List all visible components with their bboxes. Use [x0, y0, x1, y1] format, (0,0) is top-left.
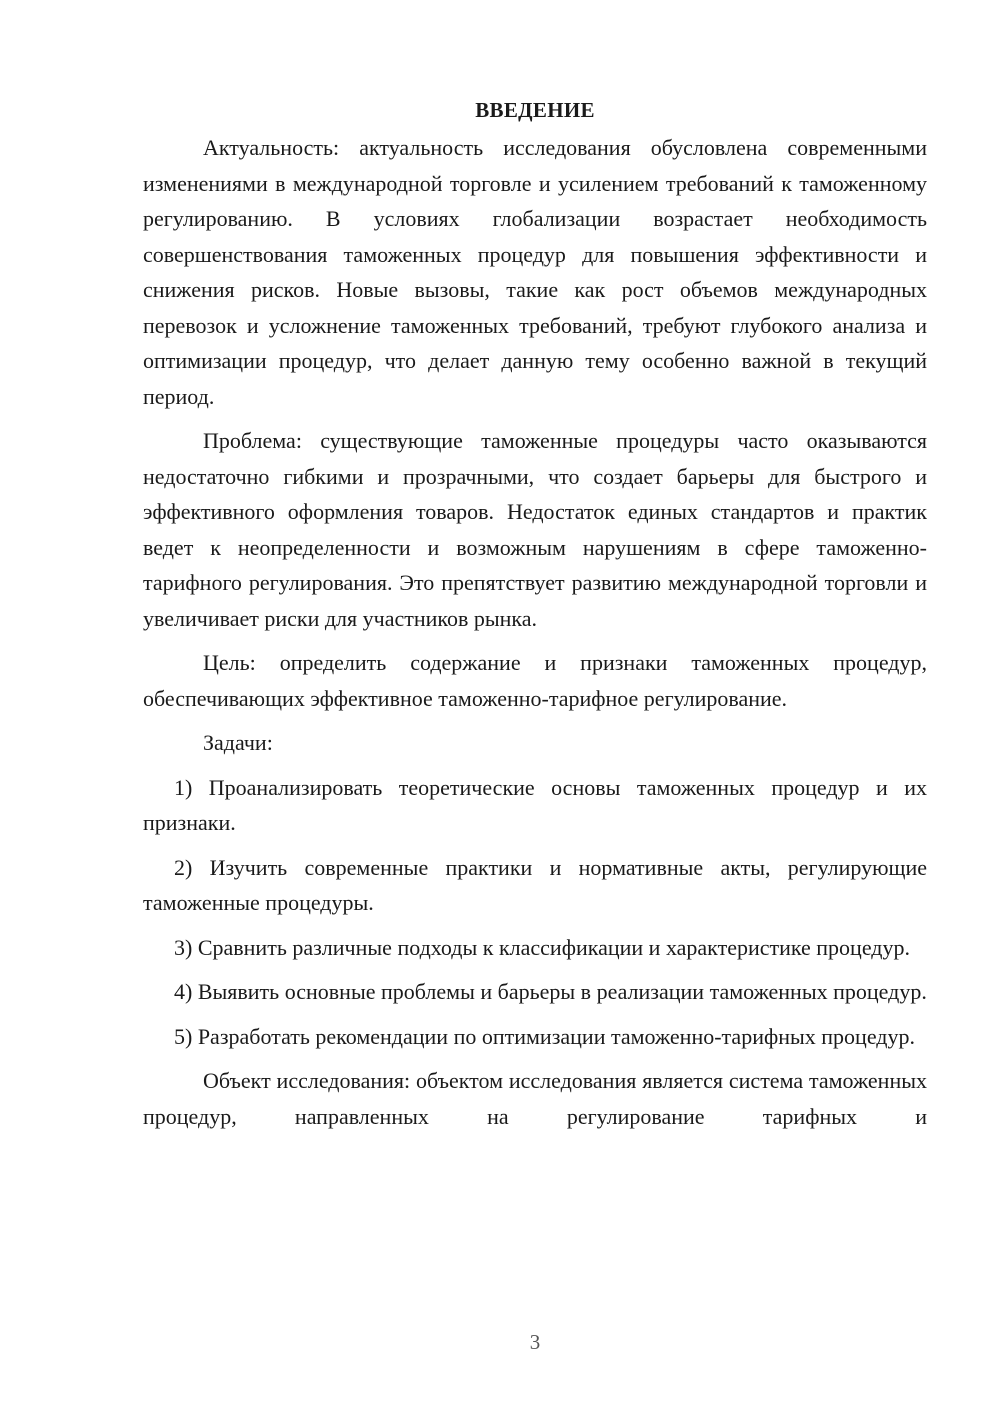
section-heading: ВВЕДЕНИЕ [475, 98, 595, 122]
task-item: 2) Изучить современные практики и нормативные акты, регулирующие таможенные процедуры. [143, 854, 927, 915]
paragraph-problem: Проблема: существующие таможенные процедуры часто оказываются недостаточно гибкими и прозрачными, что создает барьеры для быстрого и эффективного оформления товаров. Недостаток единых стандартов и практик ведет к неопределенности и возможным нарушениям в сфере таможенно-тарифного регулирования. Это препятствует развитию международной торговли и увеличивает риски для участников рынка. [143, 428, 927, 631]
task-item: 5) Разработать рекомендации по оптимизации таможенно-тарифных процедур. [174, 1023, 915, 1049]
paragraph-relevance: Актуальность: актуальность исследования обусловлена современными изменениями в международной торговле и усилением требований к таможенному регулированию. В условиях глобализации возрастает необходимость совершенствования таможенных процедур для повышения эффективности и снижения рисков. Новые вызовы, такие как рост объемов международных перевозок и усложнение таможенных требований, требуют глубокого анализа и оптимизации процедур, что делает данную тему особенно важной в текущий период. [143, 135, 927, 409]
tasks-label: Задачи: [203, 730, 273, 755]
document-page [143, 90, 927, 1143]
task-item: 3) Сравнить различные подходы к классификации и характеристике процедур. [174, 934, 911, 960]
task-item: 1) Проанализировать теоретические основы таможенных процедур и их признаки. [143, 774, 927, 835]
paragraph-goal: Цель: определить содержание и признаки таможенных процедур, обеспечивающих эффективное таможенно-тарифное регулирование. [143, 650, 927, 711]
task-item: 4) Выявить основные проблемы и барьеры в реализации таможенных процедур. [174, 979, 927, 1004]
page-number: 3 [529, 1330, 541, 1354]
tasks-list [143, 770, 927, 1055]
paragraph-object: Объект исследования: объектом исследования является система таможенных процедур, направленных на регулирование тарифных и [143, 1068, 927, 1129]
